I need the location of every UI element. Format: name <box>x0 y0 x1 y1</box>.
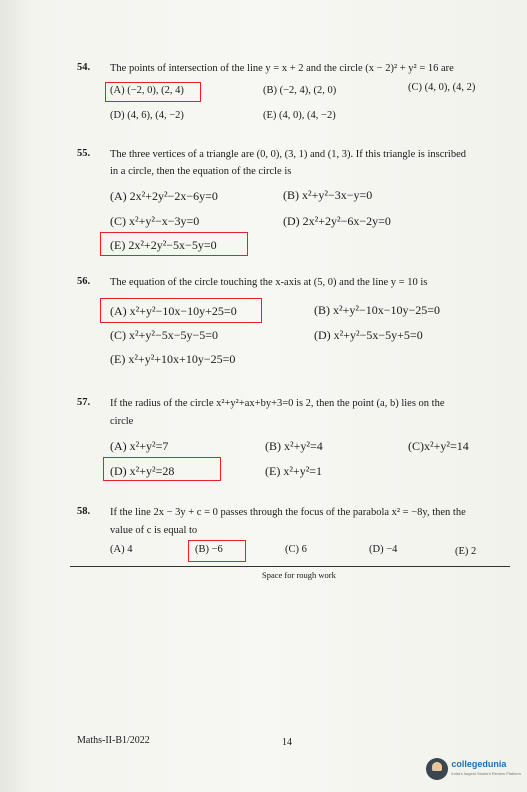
question-number: 58. <box>77 506 91 517</box>
option-d: (D) 2x²+2y²−6x−2y=0 <box>283 214 391 228</box>
question-number: 55. <box>77 148 91 159</box>
option-c: (C) (4, 0), (4, 2) <box>408 82 476 93</box>
question-text: If the radius of the circle x²+y²+ax+by+3=0 is 2, then the point (a, b) lies on the <box>110 398 445 409</box>
option-b: (B) x²+y²−3x−y=0 <box>283 188 373 202</box>
question-number: 56. <box>77 276 91 287</box>
question-text: The three vertices of a triangle are (0, 0), (3, 1) and (1, 3). If this triangle is inscribed <box>110 149 466 160</box>
option-d: (D) x²+y²=28 <box>110 464 175 478</box>
option-a: (A) (−2, 0), (2, 4) <box>110 85 184 96</box>
option-e: (E) x²+y²=1 <box>265 464 323 478</box>
option-e: (E) 2x²+2y²−5x−5y=0 <box>110 238 217 252</box>
option-c: (C)x²+y²=14 <box>408 439 469 453</box>
option-a: (A) x²+y²−10x−10y+25=0 <box>110 304 237 318</box>
answer-highlight-box <box>105 82 201 102</box>
question-number: 54. <box>77 62 91 73</box>
option-e: (E) x²+y²+10x+10y−25=0 <box>110 352 236 366</box>
question-text: If the line 2x − 3y + c = 0 passes through the focus of the parabola x² = −8y, then the <box>110 507 466 518</box>
option-d: (D) x²+y²−5x−5y+5=0 <box>314 328 423 342</box>
collegedunia-logo <box>426 758 521 780</box>
logo-tagline: India's largest Student Review Platform <box>451 771 521 776</box>
answer-highlight-box <box>100 232 248 256</box>
paper-code: Maths-II-B1/2022 <box>77 735 150 746</box>
question-text-line2: in a circle, then the equation of the circle is <box>110 166 292 177</box>
mascot-icon <box>426 758 448 780</box>
option-a: (A) x²+y²=7 <box>110 439 169 453</box>
question-text-line2: circle <box>110 416 134 427</box>
option-b: (B) (−2, 4), (2, 0) <box>263 85 337 96</box>
option-c: (C) x²+y²−x−3y=0 <box>110 214 200 228</box>
option-c: (C) x²+y²−5x−5y−5=0 <box>110 328 219 342</box>
rough-work-divider <box>70 566 510 567</box>
option-a: (A) 4 <box>110 544 133 555</box>
option-b: (B) x²+y²=4 <box>265 439 323 453</box>
rough-work-label: Space for rough work <box>262 570 336 580</box>
option-e: (E) 2 <box>455 546 477 557</box>
option-d: (D) (4, 6), (4, −2) <box>110 110 184 121</box>
logo-name: collegedunia <box>451 759 507 769</box>
option-c: (C) 6 <box>285 544 307 555</box>
question-text-line2: value of c is equal to <box>110 525 198 536</box>
answer-highlight-box <box>188 540 246 562</box>
answer-highlight-box <box>100 298 262 323</box>
answer-highlight-box <box>103 457 221 481</box>
question-text: The points of intersection of the line y = x + 2 and the circle (x − 2)² + y² = 16 are <box>110 63 454 74</box>
option-e: (E) (4, 0), (4, −2) <box>263 110 336 121</box>
option-a: (A) 2x²+2y²−2x−6y=0 <box>110 189 218 203</box>
question-number: 57. <box>77 397 91 408</box>
page-number: 14 <box>282 737 292 748</box>
option-b: (B) x²+y²−10x−10y−25=0 <box>314 303 441 317</box>
option-b: (B) −6 <box>195 544 223 555</box>
option-d: (D) −4 <box>369 544 398 555</box>
question-text: The equation of the circle touching the x-axis at (5, 0) and the line y = 10 is <box>110 277 428 288</box>
